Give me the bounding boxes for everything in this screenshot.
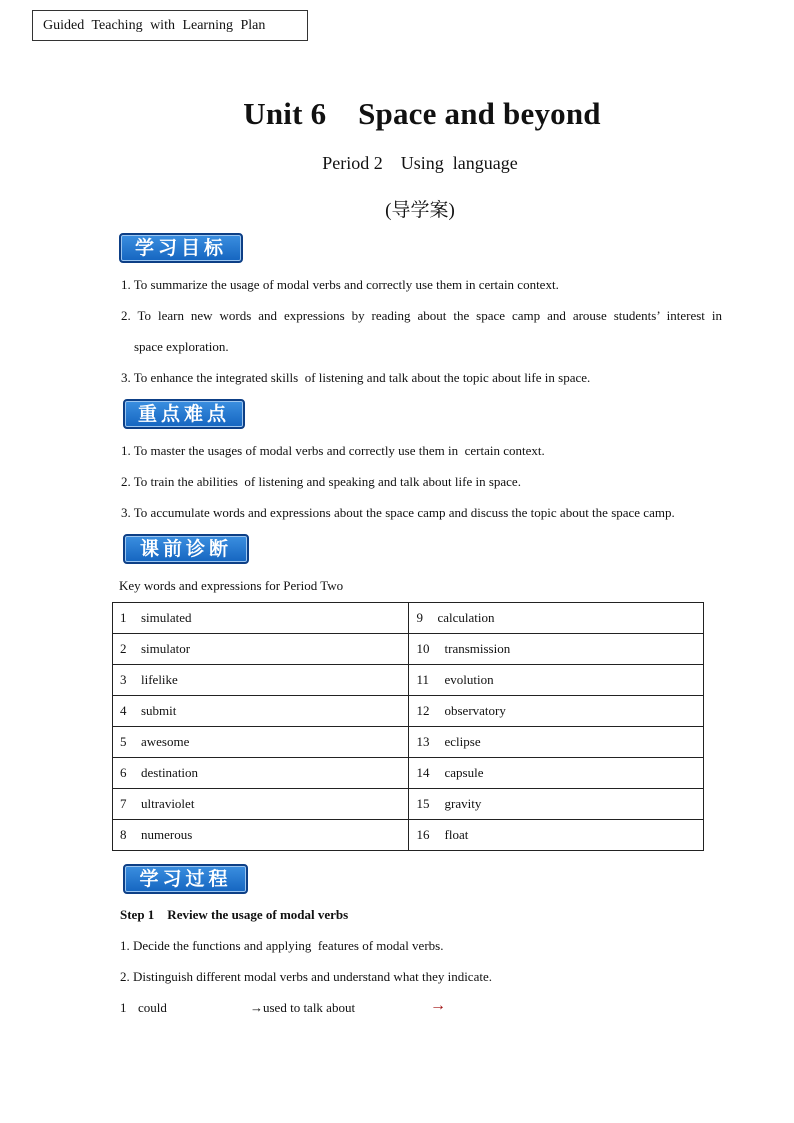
vocab-number: 13 [416,734,430,749]
table-cell [113,634,409,665]
vocab-number: 3 [120,672,127,687]
process-badge: 学习过程 [123,864,248,894]
vocab-number: 1 [120,610,127,625]
vocab-number: 9 [416,610,423,625]
vocab-number: 10 [416,641,430,656]
vocab-number: 8 [120,827,127,842]
key-point-3: 3. To accumulate words and expressions about the space camp and discuss the topic about the space camp. [121,505,675,520]
objective-1: 1. To summarize the usage of modal verbs and correctly use them in certain context. [121,277,559,292]
table-row [113,634,704,665]
vocab-number: 4 [120,703,127,718]
page-subtitle: Period 2 Using language [322,153,518,173]
vocab-word: evolution [444,672,494,687]
vocab-word: transmission [444,641,511,656]
table-cell [113,696,409,727]
vocab-word: eclipse [444,734,481,749]
table-cell [113,665,409,696]
vocab-word: calculation [437,610,495,625]
objectives-badge: 学习目标 [119,233,243,263]
vocab-word: numerous [141,827,193,842]
table-cell [113,789,409,820]
table-cell [408,696,704,727]
modal-row-word: could [138,1000,167,1015]
page-subtitle-2: (导学案) [385,200,455,221]
vocab-word: destination [141,765,199,780]
header-label: Guided Teaching with Learning Plan [32,10,308,41]
key-point-2: 2. To train the abilities of listening and speaking and talk about life in space. [121,474,521,489]
modal-row-used: →used to talk about [250,1000,356,1015]
red-arrow-icon: → [430,997,446,1014]
table-row [113,789,704,820]
key-points-badge: 重点难点 [123,399,245,429]
vocab-word: simulated [141,610,192,625]
key-point-1: 1. To master the usages of modal verbs and correctly use them in certain context. [121,443,545,458]
vocab-table [112,602,704,851]
table-row [113,820,704,851]
vocab-word: gravity [444,796,482,811]
objective-3: 3. To enhance the integrated skills of listening and talk about the topic about life in space. [121,370,591,385]
table-row [113,696,704,727]
vocab-number: 2 [120,641,127,656]
vocab-word: lifelike [141,672,178,687]
vocab-number: 15 [416,796,430,811]
table-row [113,758,704,789]
process-item-2: 2. Distinguish different modal verbs and understand what they indicate. [120,969,492,984]
objective-2: 2. To learn new words and expressions by reading about the space camp and arouse students’ interest in [121,308,722,323]
vocab-number: 12 [416,703,430,718]
preview-intro: Key words and expressions for Period Two [119,578,344,593]
vocab-number: 11 [416,672,430,687]
vocab-number: 14 [416,765,430,780]
vocab-word: capsule [444,765,484,780]
table-cell [408,820,704,851]
table-cell [408,603,704,634]
table-cell [408,758,704,789]
table-row [113,727,704,758]
objective-2-cont: space exploration. [134,339,229,354]
table-row [113,665,704,696]
table-cell [113,603,409,634]
preview-badge: 课前诊断 [123,534,249,564]
vocab-word: ultraviolet [141,796,195,811]
vocab-number: 6 [120,765,127,780]
table-cell [113,758,409,789]
vocab-number: 16 [416,827,430,842]
vocab-number: 7 [120,796,127,811]
vocab-word: simulator [141,641,191,656]
vocab-number: 5 [120,734,127,749]
table-cell [113,727,409,758]
table-cell [408,727,704,758]
vocab-word: submit [141,703,177,718]
modal-row-num: 1 [120,1000,127,1015]
vocab-word: awesome [141,734,190,749]
table-cell [113,820,409,851]
page-title: Unit 6 Space and beyond [243,96,601,131]
step1-heading: Step 1 Review the usage of modal verbs [120,907,349,922]
process-item-1: 1. Decide the functions and applying features of modal verbs. [120,938,444,953]
table-row [113,603,704,634]
table-cell [408,789,704,820]
vocab-word: observatory [444,703,506,718]
vocab-word: float [444,827,469,842]
table-cell [408,665,704,696]
table-cell [408,634,704,665]
